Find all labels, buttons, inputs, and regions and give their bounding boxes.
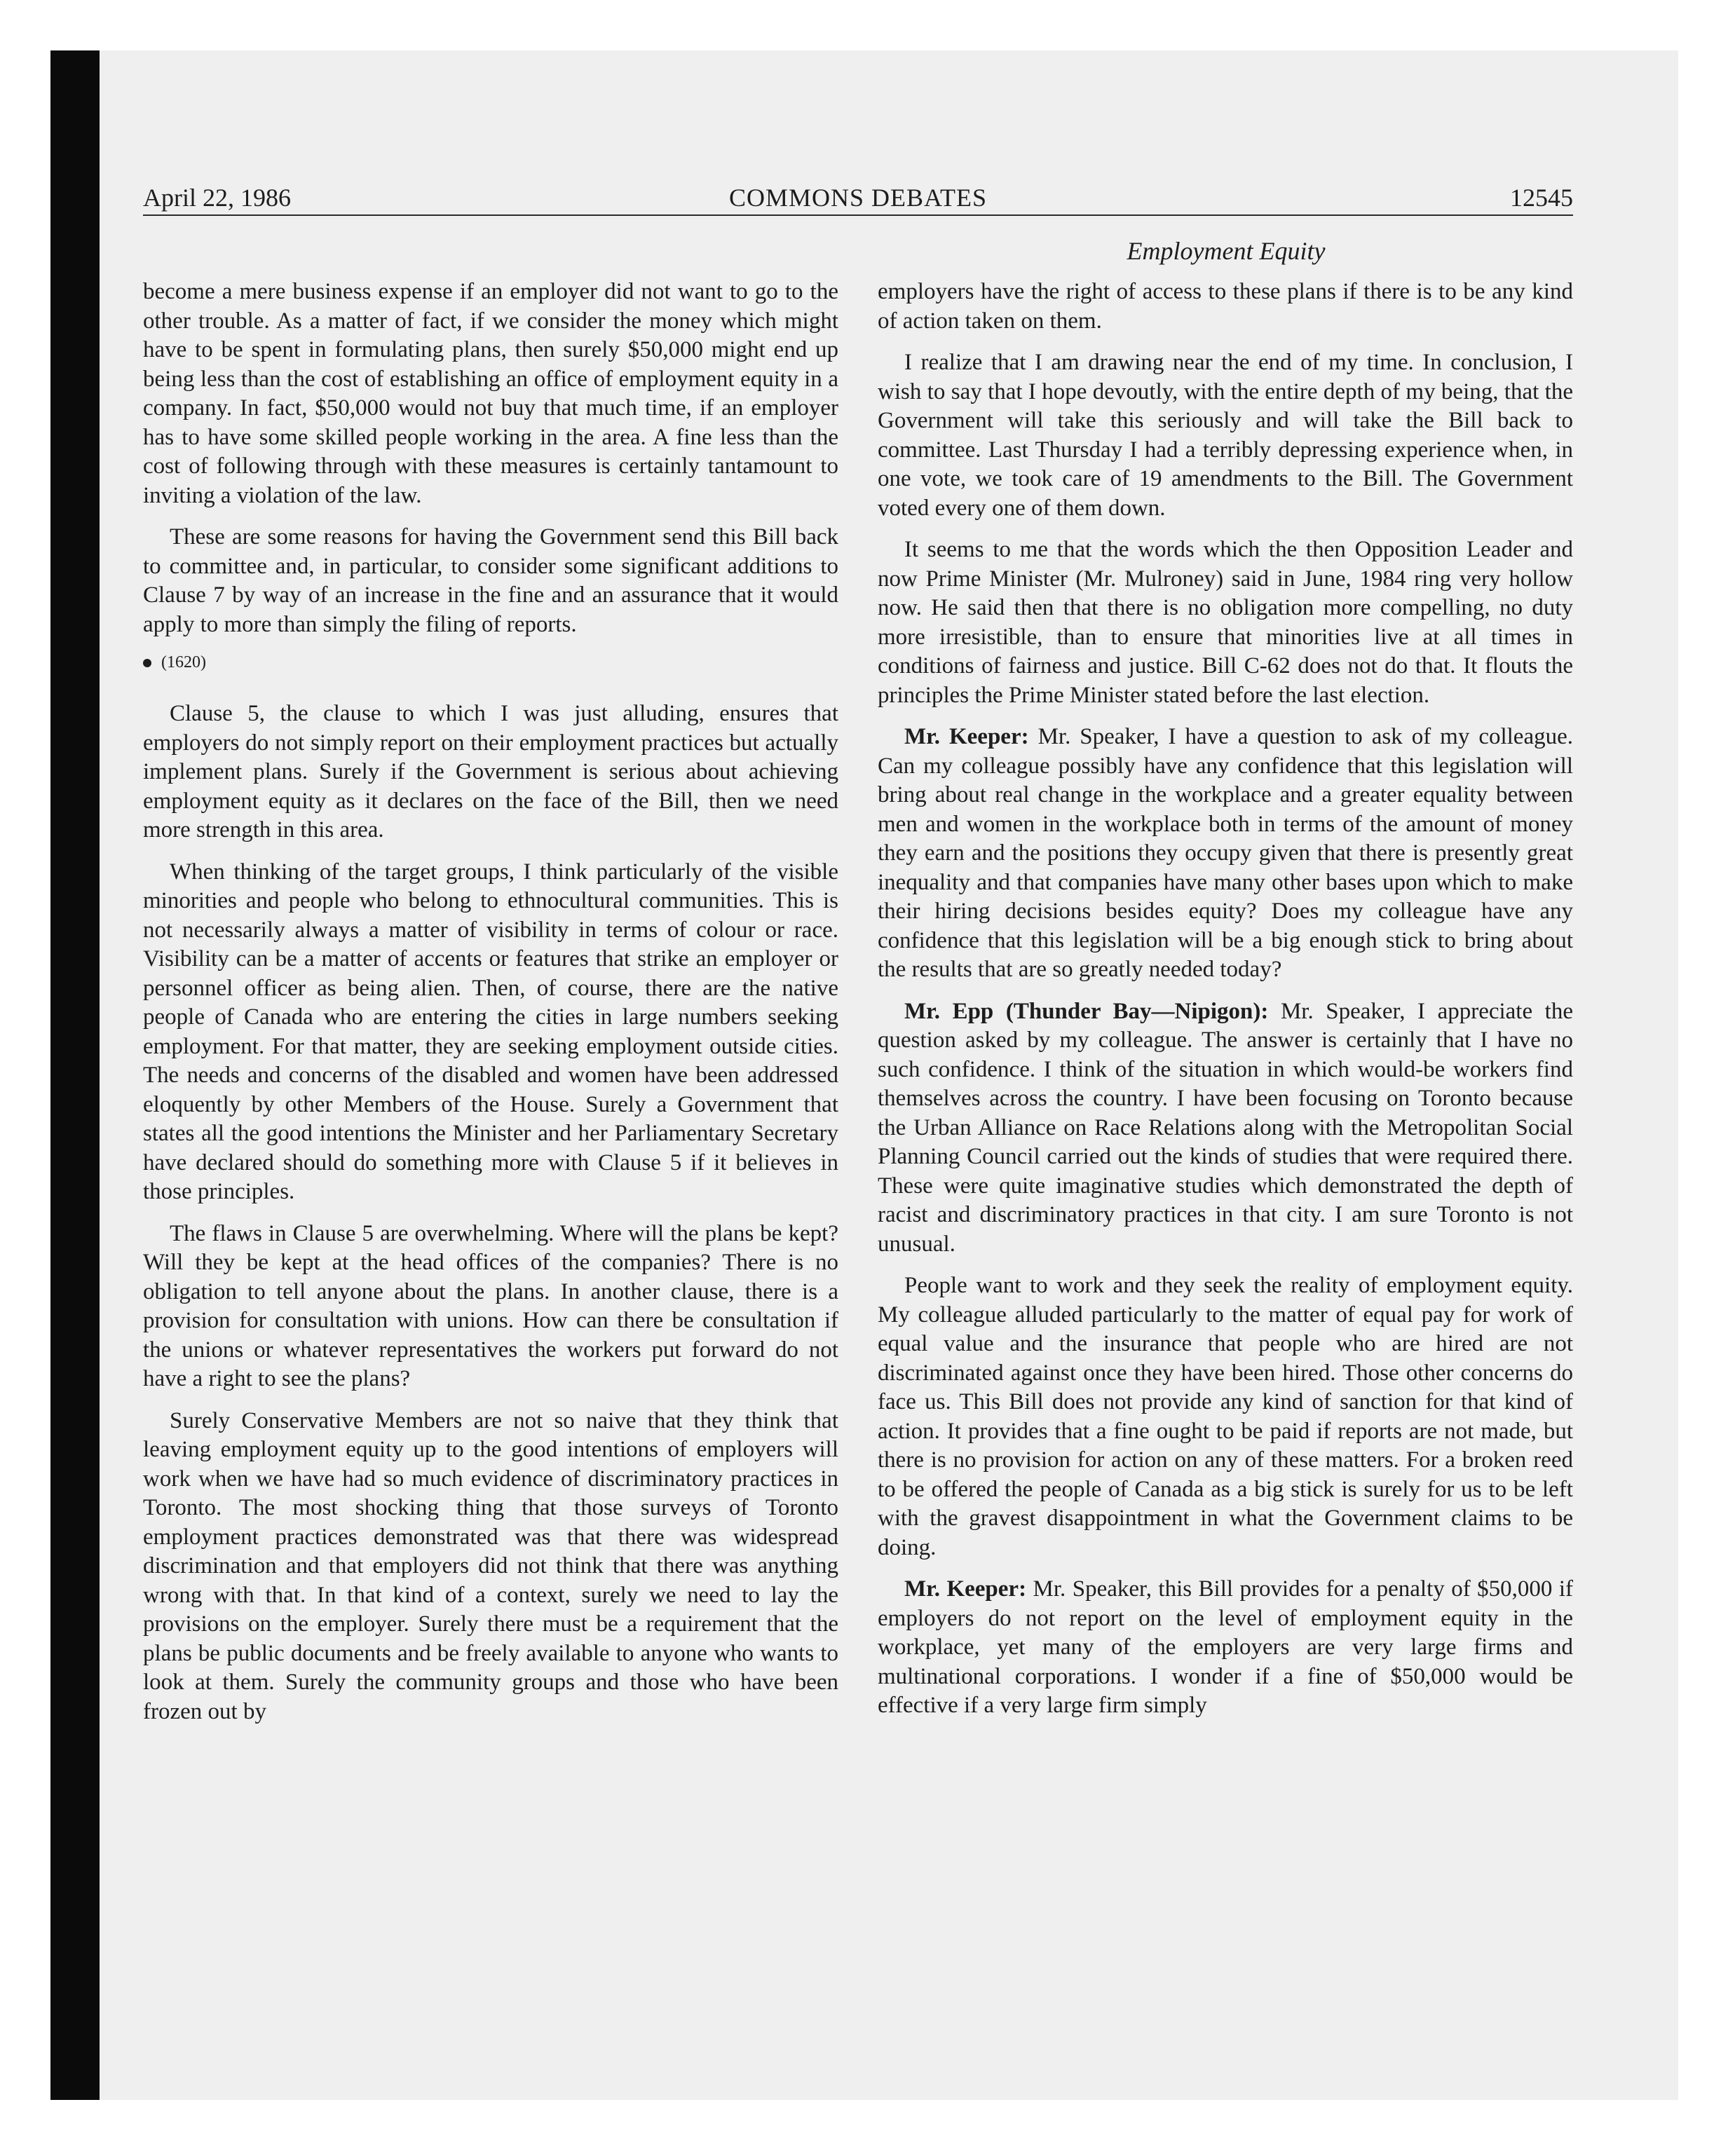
header-publication: COMMONS DEBATES — [728, 184, 988, 212]
speech-text: Mr. Speaker, this Bill provides for a penalty of $50,000 if employers do not report on the level of employment equity in the workplace, yet many of the employers are very large firms and multinational corporations. I wonder if a fine of $50,000 would be effective if a very large firm simply — [878, 1576, 1574, 1718]
paragraph: become a mere business expense if an employer did not want to go to the other trouble. As a matter of fact, if we consider the money which might have to be spent in formulating plans, then surely $50,000 might end up being less than the cost of establishing an office of employment equity in a company. In fact, $50,000 would not buy that much time, if an employer has to have some skilled people working in the area. A fine less than the cost of following through with these measures is certainly tantamount to inviting a violation of the law. — [143, 279, 838, 508]
speech-text: Mr. Speaker, I have a question to ask of my colleague. Can my colleague possibly have any confidence that this legislation will bring about real change in the workplace and a greater equality between men and women in the workplace both in terms of the amount of money they earn and the positions they occupy given that there is presently great inequality and that companies have many other bases upon which to make their hiring decisions besides equity? Does my colleague have any confidence that this legislation will be a big enough stick to bring about the results that are so greatly needed today? — [878, 724, 1573, 982]
speech-text: Mr. Speaker, I appreciate the question asked by my colleague. The answer is certainly that I have no such confidence. I think of the situation in which would-be workers find themselves across the country. I have been focusing on Toronto because the Urban Alliance on Race Relations along with the Metropolitan Social Planning Council carried out the kinds of studies that were required there. These were quite imaginative studies which demonstrated the depth of racist and discriminatory practices in that city. I am sure Toronto is not unusual. — [878, 998, 1573, 1257]
scan-edge — [50, 50, 100, 2100]
paragraph: employers have the right of access to these plans if there is to be any kind of action taken on them. — [878, 279, 1573, 334]
paragraph: People want to work and they seek the reality of employment equity. My colleague alluded particularly to the matter of equal pay for work of equal value and the insurance that people who are hired are not discriminated against once they have been hired. Those other concerns do face us. This Bill does not provide any kind of sanction for that kind of action. It provides that a fine ought to be paid if reports are not made, but there is no provision for action on any of these matters. For a broken reed to be offered the people of Canada as a big stick is surely for us to be left with the gravest disappointment in what the Government claims to be doing. — [878, 1273, 1573, 1560]
paragraph: Surely Conservative Members are not so naive that they think that leaving employment equity up to the good intentions of employers will work when we have had so much evidence of discriminatory practices in Toronto. The most shocking thing that those surveys of Toronto employment practices demonstrated was that there was widespread discrimination and that employers did not think that there was anything wrong with that. In that kind of a context, surely we need to lay the provisions on the employer. Surely there must be a requirement that the plans be public documents and be freely available to anyone who wants to look at them. Surely the community groups and those who have been frozen out by — [143, 1407, 838, 1724]
paragraph: The flaws in Clause 5 are overwhelming. Where will the plans be kept? Will they be kept at the head offices of the companies? There is no obligation to tell anyone about the plans. In another clause, there is a provision for consultation with unions. How can there be consultation if the unions or whatever representatives the workers put forward do not have a right to see the plans? — [143, 1220, 838, 1391]
speech-paragraph — [878, 723, 1573, 985]
paragraph: I realize that I am drawing near the end of my time. In conclusion, I wish to say that I hope devoutly, with the entire depth of my being, that the Government will take this seriously and will take the Bill back to committee. Last Thursday I had a terribly depressing experience when, in one vote, we took care of 19 amendments to the Bill. The Government voted every one of them down. — [878, 350, 1573, 521]
paragraph: These are some reasons for having the Government send this Bill back to committee and, in particular, to consider some significant additions to Clause 7 by way of an increase in the fine and an assurance that it would apply to more than simply the filing of reports. — [143, 524, 838, 637]
paragraph: When thinking of the target groups, I think particularly of the visible minorities and people who belong to ethnocultural communities. This is not necessarily always a matter of visibility in terms of colour or race. Visibility can be a matter of accents or features that strike an employer or personnel officer as being alien. Then, of course, there are the native people of Canada who are entering the cities in large numbers seeking employment. For that matter, they are seeking employment outside cities. The needs and concerns of the disabled and women have been addressed eloquently by other Members of the House. Surely a Government that states all the good intentions the Minister and her Parliamentary Secretary have declared should do something more with Clause 5 if it believes in those principles. — [143, 859, 838, 1204]
header-date: April 22, 1986 — [143, 184, 291, 212]
speech-paragraph — [878, 997, 1573, 1260]
left-column — [143, 278, 838, 1739]
speaker-name: Mr. Keeper: — [904, 1576, 1027, 1602]
speech-paragraph — [878, 1575, 1573, 1721]
bullet-icon — [143, 659, 151, 667]
right-column — [878, 278, 1573, 1733]
paragraph: Clause 5, the clause to which I was just alluding, ensures that employers do not simply report on their employment practices but actually implement plans. Surely if the Government is serious about achieving employment equity as it declares on the face of the Bill, then we need more strength in this area. — [143, 701, 838, 842]
timestamp-marker — [143, 652, 838, 673]
running-header — [143, 181, 1573, 216]
header-page-number: 12545 — [1510, 184, 1573, 212]
paragraph: It seems to me that the words which the then Opposition Leader and now Prime Minister (Mr. Mulroney) said in June, 1984 ring very hollow now. He said then that there is no obligation more compelling, no duty more irresistible, than to ensure that minorities live at all times in conditions of fairness and justice. Bill C-62 does not do that. It flouts the principles the Prime Minister stated before the last election. — [878, 537, 1573, 708]
speaker-name: Mr. Epp (Thunder Bay—Nipigon): — [904, 998, 1269, 1024]
speaker-name: Mr. Keeper: — [904, 724, 1029, 749]
timestamp: (1620) — [161, 653, 206, 671]
section-title: Employment Equity — [1127, 237, 1326, 265]
